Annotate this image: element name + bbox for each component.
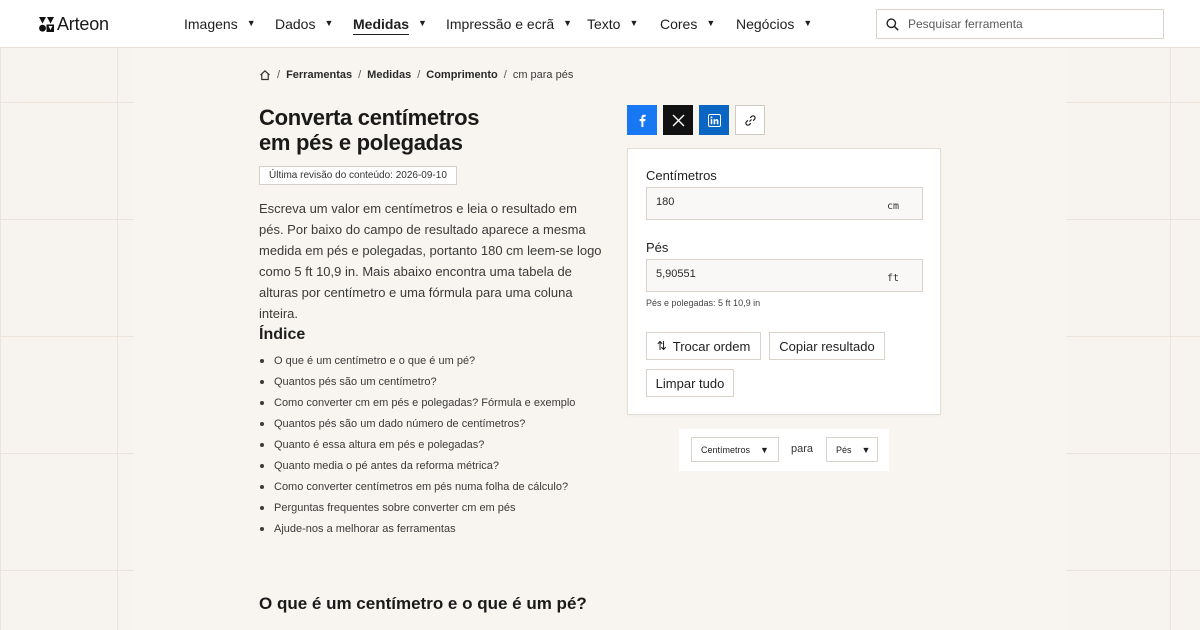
home-icon[interactable] [259,69,271,81]
brand-logo-icon [39,17,54,32]
copy-result-button[interactable] [769,332,885,360]
to-field-label: Pés [646,240,669,255]
caret-down-icon: ▼ [760,444,769,455]
from-unit-label: cm [886,201,899,212]
search-input[interactable] [908,17,1148,31]
from-unit-value: Centímetros [701,444,751,455]
caret-down-icon: ▼ [706,18,716,28]
search-box[interactable] [876,9,1164,39]
to-unit-select[interactable] [826,437,878,462]
feet-input[interactable] [656,268,856,280]
share-linkedin-button[interactable] [699,105,729,135]
to-unit-value: Pés [836,444,852,455]
nav-label: Imagens [184,16,238,32]
to-unit-label: ft [886,273,899,284]
converter-card [627,148,941,415]
clear-all-label: Limpar tudo [655,375,725,391]
caret-down-icon: ▼ [246,18,256,28]
breadcrumb-current: cm para pés [512,69,574,81]
page-title [259,105,599,155]
from-field-label: Centímetros [646,168,717,183]
table-of-contents [259,352,575,541]
link-icon [744,114,757,127]
nav-item-texto[interactable] [587,16,638,32]
brand-logo[interactable] [39,14,109,35]
toc-item[interactable]: Quanto media o pé antes da reforma métrica? [259,457,575,478]
facebook-icon [636,114,649,127]
from-field[interactable] [646,187,923,220]
breadcrumb-separator: / [503,69,507,81]
breadcrumb-separator: / [358,69,362,81]
caret-down-icon: ▼ [861,444,871,455]
x-icon [672,114,685,127]
toc-item[interactable]: O que é um centímetro e o que é um pé? [259,352,575,373]
nav-label: Medidas [353,16,410,32]
toc-item[interactable]: Como converter centímetros em pés numa folha de cálculo? [259,478,575,499]
nav-label: Dados [275,16,316,32]
caret-down-icon: ▼ [803,18,813,28]
unit-connector: para [791,443,814,455]
breadcrumb-separator: / [277,69,281,81]
nav-item-imagens[interactable] [184,16,256,32]
toc-item[interactable]: Como converter cm em pés e polegadas? Fórmula e exemplo [259,394,575,415]
brand-name: Arteon [57,14,109,34]
nav-label: Cores [660,16,698,32]
swap-order-label: Trocar ordem [672,338,751,354]
from-unit-select[interactable] [691,437,779,462]
breadcrumb-separator: / [417,69,421,81]
caret-down-icon: ▼ [418,18,427,28]
intro-paragraph: Escreva um valor em centímetros e leia o resultado em pés. Por baixo do campo de resultado aparece a mesma medida em pés e polegadas, portanto 180 cm leem-se logo como 5 ft 10,9 in. Mais abaixo encontra uma tabela de alturas por centímetro e uma fórmula para uma coluna inteira. [259,201,602,321]
swap-order-button[interactable] [646,332,761,360]
page-title-line: Converta centímetros [259,105,480,130]
feet-inches-note: Pés e polegadas: 5 ft 10,9 in [646,298,761,308]
unit-selector-bar [679,429,889,471]
toc-item[interactable]: Ajude-nos a melhorar as ferramentas [259,520,575,541]
toc-item[interactable]: Perguntas frequentes sobre converter cm em pés [259,499,575,520]
breadcrumb [259,69,573,81]
nav-item-cores[interactable] [660,16,715,32]
caret-down-icon: ▼ [563,18,573,28]
caret-down-icon: ▼ [324,18,334,28]
linkedin-icon [708,114,721,127]
nav-item-negocios[interactable] [736,16,812,32]
nav-item-medidas[interactable] [353,16,427,32]
nav-label: Negócios [736,16,795,32]
share-facebook-button[interactable] [627,105,657,135]
section-heading: O que é um centímetro e o que é um pé? [259,594,587,613]
toc-item[interactable]: Quantos pés são um centímetro? [259,373,575,394]
clear-all-button[interactable] [646,369,734,397]
toc-item[interactable]: Quantos pés são um dado número de centímetros? [259,415,575,436]
share-x-button[interactable] [663,105,693,135]
nav-item-impressao[interactable] [446,16,572,32]
breadcrumb-medidas[interactable]: Medidas [367,69,412,81]
toc-title: Índice [259,326,306,343]
breadcrumb-comprimento[interactable]: Comprimento [426,69,498,81]
search-icon [886,18,899,31]
to-field[interactable] [646,259,923,292]
copy-link-button[interactable] [735,105,765,135]
toc-item[interactable]: Quanto é essa altura em pés e polegadas? [259,436,575,457]
revision-badge: Última revisão do conteúdo: 2026-09-10 [259,166,457,185]
breadcrumb-ferramentas[interactable]: Ferramentas [286,69,353,81]
nav-label: Impressão e ecrã [446,16,555,32]
swap-icon: ⇅ [656,339,667,353]
page-title-line: em pés e polegadas [259,130,463,155]
caret-down-icon: ▼ [629,18,639,28]
copy-result-label: Copiar resultado [779,338,875,354]
nav-item-dados[interactable] [275,16,333,32]
centimeters-input[interactable] [656,196,856,208]
nav-label: Texto [587,16,621,32]
top-header [0,0,1200,48]
